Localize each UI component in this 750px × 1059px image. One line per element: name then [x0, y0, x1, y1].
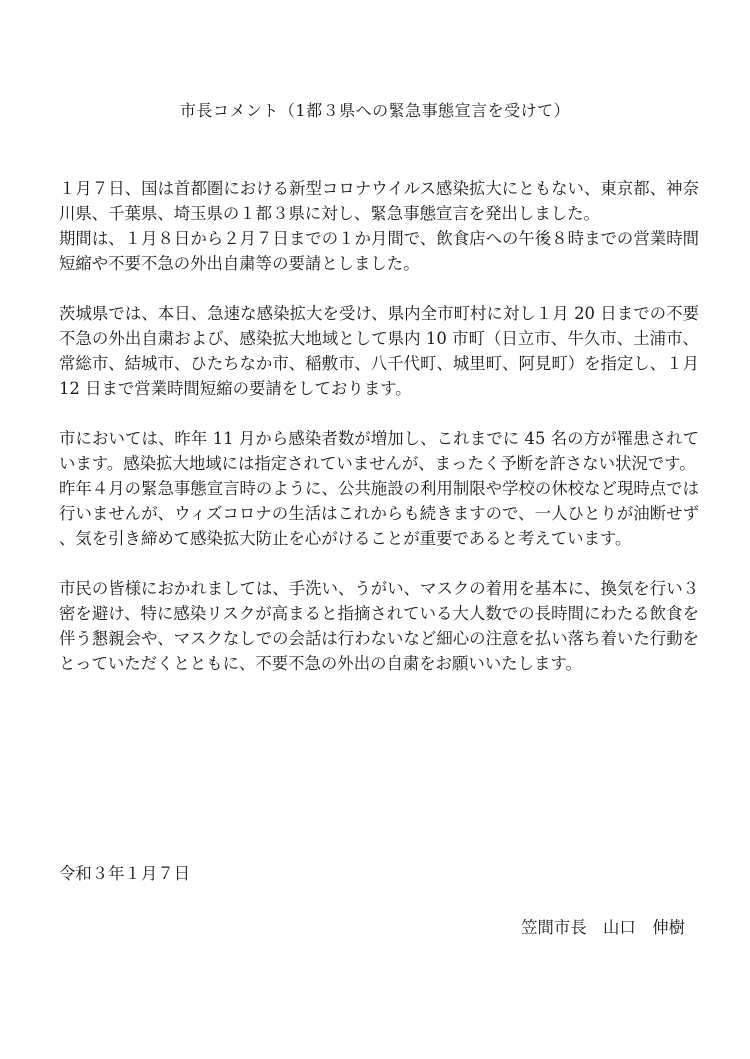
paragraph-spacer [59, 551, 699, 576]
paragraph-spacer [59, 401, 699, 426]
document-title: 市長コメント（1都３県への緊急事態宣言を受けて） [179, 101, 571, 120]
document-body [59, 176, 699, 676]
paragraph-spacer [59, 276, 699, 301]
paragraph-city-status: 市においては、昨年 11 月から感染者数が増加し、これまでに 45 名の方が罹患されています。感染拡大地域には指定されていませんが、まったく予断を許さない状況です。 [59, 429, 699, 473]
mayor-signature: 笠間市長 山口 伸樹 [521, 918, 685, 937]
paragraph-with-corona: 昨年４月の緊急事態宣言時のように、公共施設の利用制限や学校の休校など現時点では行いませんが、ウィズコロナの生活はこれからも続きますので、一人ひとりが油断せず、気を引き締めて感染拡大防止を心がけることが重要であると考えています。 [59, 479, 699, 548]
paragraph-declaration: １月７日、国は首都圏における新型コロナウイルス感染拡大にともない、東京都、神奈川県、千葉県、埼玉県の１都３県に対し、緊急事態宣言を発出しました。 [59, 179, 699, 223]
paragraph-request: 市民の皆様におかれましては、手洗い、うがい、マスクの着用を基本に、換気を行い３密を避け、特に感染リスクが高まると指摘されている大人数での長時間にわたる飲食を伴う懇親会や、マスクなしでの会話は行わないなど細心の注意を払い落ち着いた行動をとっていただくとともに、不要不急の外出の自粛をお願いいたします。 [59, 579, 699, 673]
paragraph-period: 期間は、１月８日から２月７日までの１か月間で、飲食店への午後８時までの営業時間短縮や不要不急の外出自粛等の要請としました。 [59, 229, 699, 273]
document-date: 令和３年１月７日 [59, 864, 191, 883]
paragraph-ibaraki: 茨城県では、本日、急速な感染拡大を受け、県内全市町村に対し１月 20 日までの不要不急の外出自粛および、感染拡大地域として県内 10 市町（日立市、牛久市、土浦市、常総市、結城市、ひたちなか市、稲敷市、八千代町、城里町、阿見町）を指定し、１月 12 日まで営業時間短縮の要請をしております。 [59, 304, 699, 398]
